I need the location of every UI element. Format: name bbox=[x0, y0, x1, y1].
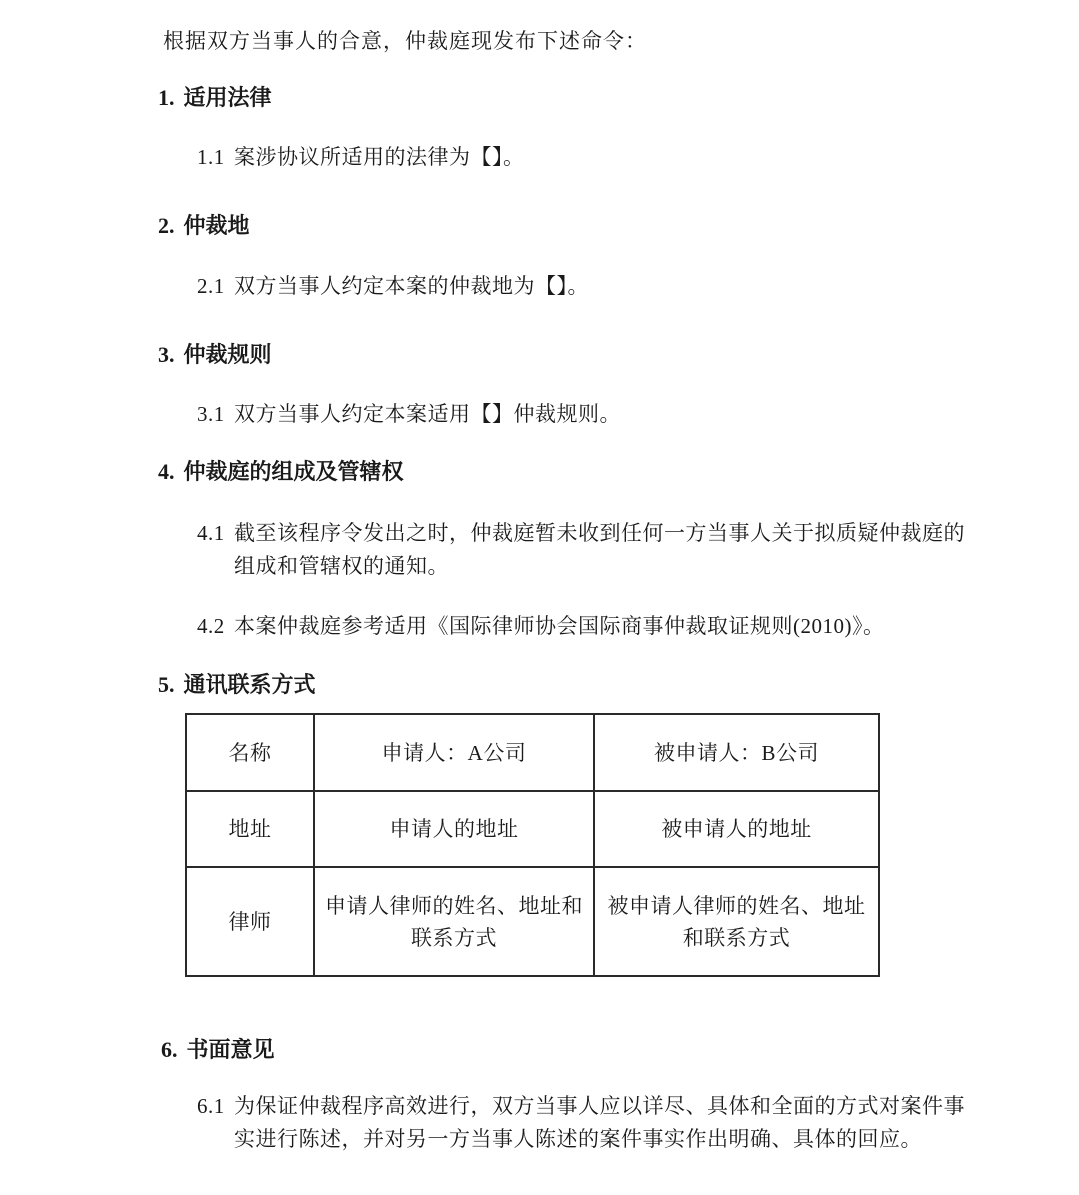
clause-4-2-text: 本案仲裁庭参考适用《国际律师协会国际商事仲裁取证规则(2010)》。 bbox=[234, 614, 885, 638]
section-5-title: 通讯联系方式 bbox=[183, 672, 316, 697]
clause-3-1 bbox=[197, 398, 621, 431]
section-1-number: 1. bbox=[158, 85, 175, 110]
cell-claimant-address: 申请人的地址 bbox=[314, 791, 594, 867]
section-3-title: 仲裁规则 bbox=[183, 342, 272, 367]
clause-3-1-number: 3.1 bbox=[197, 402, 225, 426]
intro-line: 根据双方当事人的合意，仲裁庭现发布下述命令： bbox=[163, 29, 647, 53]
section-6-number: 6. bbox=[161, 1037, 178, 1062]
clause-3-1-text: 双方当事人约定本案适用【】仲裁规则。 bbox=[234, 402, 621, 426]
cell-respondent-name: 被申请人：B公司 bbox=[594, 714, 879, 791]
clause-1-1-text: 案涉协议所适用的法律为【】。 bbox=[234, 145, 525, 169]
contact-table bbox=[185, 713, 880, 977]
cell-respondent-address: 被申请人的地址 bbox=[594, 791, 879, 867]
section-1-title: 适用法律 bbox=[183, 85, 272, 110]
section-2-title: 仲裁地 bbox=[183, 213, 250, 238]
cell-respondent-lawyer: 被申请人律师的姓名、地址和联系方式 bbox=[594, 867, 879, 976]
section-4-number: 4. bbox=[158, 459, 175, 484]
section-6-title: 书面意见 bbox=[186, 1037, 275, 1062]
clause-4-1-text: 截至该程序令发出之时，仲裁庭暂未收到任何一方当事人关于拟质疑仲裁庭的组成和管辖权的通知。 bbox=[234, 521, 965, 578]
section-3-heading bbox=[158, 341, 272, 369]
table-row-name bbox=[186, 714, 879, 791]
clause-6-1-number: 6.1 bbox=[197, 1094, 225, 1118]
table-row-address bbox=[186, 791, 879, 867]
clause-1-1-number: 1.1 bbox=[197, 145, 225, 169]
section-2-number: 2. bbox=[158, 213, 175, 238]
cell-address-label: 地址 bbox=[186, 791, 314, 867]
cell-name-label: 名称 bbox=[186, 714, 314, 791]
section-2-heading bbox=[158, 212, 250, 240]
cell-claimant-lawyer: 申请人律师的姓名、地址和联系方式 bbox=[314, 867, 594, 976]
section-5-number: 5. bbox=[158, 672, 175, 697]
clause-2-1-text: 双方当事人约定本案的仲裁地为【】。 bbox=[234, 274, 589, 298]
section-4-title: 仲裁庭的组成及管辖权 bbox=[183, 459, 404, 484]
section-4-heading bbox=[158, 458, 404, 486]
cell-lawyer-label: 律师 bbox=[186, 867, 314, 976]
section-1-heading bbox=[158, 84, 272, 112]
section-3-number: 3. bbox=[158, 342, 175, 367]
section-5-heading bbox=[158, 671, 316, 699]
clause-6-1-text: 为保证仲裁程序高效进行，双方当事人应以详尽、具体和全面的方式对案件事实进行陈述，并对另一方当事人陈述的案件事实作出明确、具体的回应。 bbox=[234, 1094, 965, 1151]
clause-4-2-number: 4.2 bbox=[197, 614, 225, 638]
clause-1-1 bbox=[197, 141, 525, 174]
section-6-heading bbox=[161, 1036, 275, 1064]
clause-2-1 bbox=[197, 270, 589, 303]
table-row-lawyer bbox=[186, 867, 879, 976]
cell-claimant-name: 申请人：A公司 bbox=[314, 714, 594, 791]
clause-4-2 bbox=[197, 610, 884, 643]
clause-4-1 bbox=[197, 517, 976, 583]
clause-4-1-number: 4.1 bbox=[197, 521, 225, 545]
clause-2-1-number: 2.1 bbox=[197, 274, 225, 298]
clause-6-1 bbox=[197, 1090, 976, 1156]
